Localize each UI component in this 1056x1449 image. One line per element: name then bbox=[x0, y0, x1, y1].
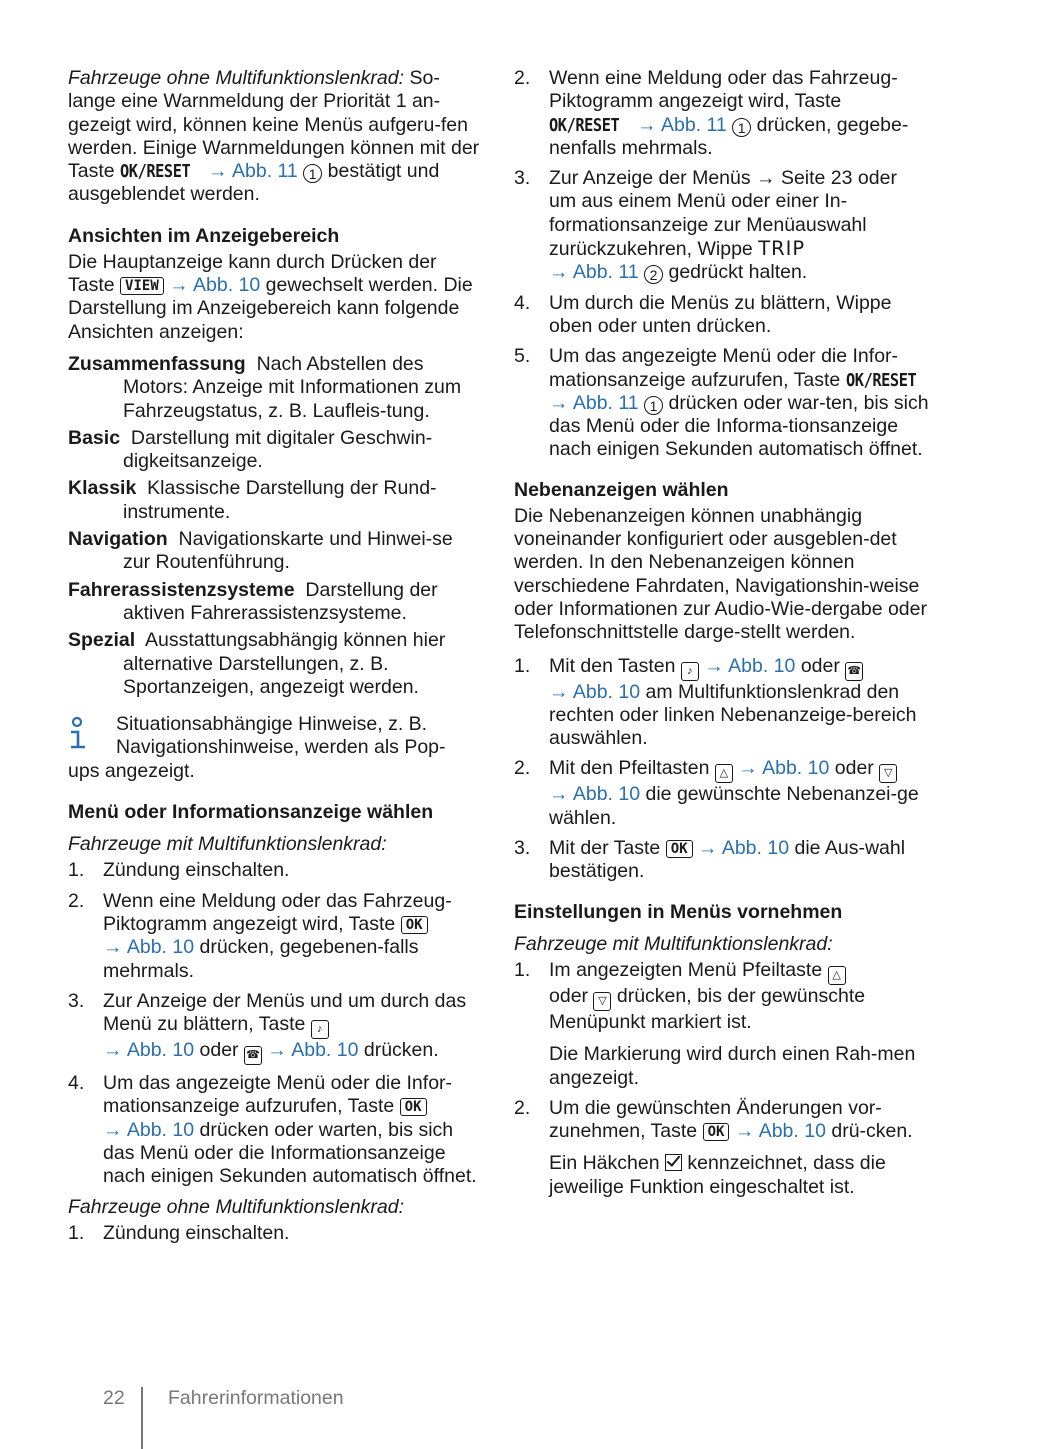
callout-number: 1 bbox=[732, 118, 751, 137]
figure-link[interactable]: → Abb. 11 bbox=[549, 261, 639, 284]
definition-term: Basic bbox=[68, 426, 121, 449]
step-text: Mit der Taste bbox=[549, 837, 661, 860]
step-text-or: oder bbox=[800, 654, 840, 677]
arrow-up-key-icon: △ bbox=[828, 966, 846, 985]
step-text-end: drücken, bis der gewünschte Menüpunkt markiert ist. bbox=[549, 984, 866, 1033]
step-note-text: Ein Häkchen bbox=[549, 1152, 660, 1175]
step-number: 4. bbox=[68, 1072, 85, 1095]
views-definition-list bbox=[68, 353, 483, 699]
info-icon bbox=[68, 717, 94, 753]
ok-reset-key: OK/RESET bbox=[549, 114, 620, 136]
list-item bbox=[514, 959, 929, 1090]
heading-einstellungen: Einstellungen in Menüs vornehmen bbox=[514, 900, 843, 923]
definition-item bbox=[68, 353, 483, 423]
arrow-down-key-icon: ▽ bbox=[593, 992, 611, 1011]
callout-number: 2 bbox=[644, 265, 663, 284]
step-text: Wenn eine Meldung oder das Fahrzeug-Piktogramm angezeigt wird, Taste bbox=[549, 67, 898, 113]
figure-link[interactable]: → Abb. 10 bbox=[738, 757, 830, 780]
page-number: 22 bbox=[103, 1387, 125, 1409]
callout-number: 1 bbox=[303, 164, 322, 183]
media-key-icon: ♪ bbox=[311, 1020, 329, 1039]
list-item bbox=[514, 757, 929, 830]
intro-text-end: bestätigt und ausgeblendet werden. bbox=[68, 160, 440, 206]
definition-term: Zusammenfassung bbox=[68, 352, 246, 375]
figure-link[interactable]: → Abb. 10 bbox=[734, 1120, 826, 1143]
ok-key: OK bbox=[703, 1123, 730, 1141]
steps-ohne-lenkrad bbox=[68, 1222, 483, 1245]
checkbox-checked-icon bbox=[665, 1154, 682, 1171]
heading-ansichten: Ansichten im Anzeigebereich bbox=[68, 224, 340, 247]
step-text: Zur Anzeige der Menüs → Seite 23 oder um aus einem Menü oder einer In-formationsanzeige zur Menüauswahl zurückzukehren, Wippe bbox=[549, 167, 897, 261]
step-text-end: drücken oder warten, bis sich das Menü oder die Informationsanzeige nach einigen Sekunden automatisch öffnet. bbox=[103, 1118, 477, 1188]
step-text-end: drücken, gegebenen-falls mehrmals. bbox=[103, 936, 419, 982]
info-note bbox=[68, 713, 483, 783]
step-text-or: oder bbox=[199, 1039, 239, 1062]
step-text: Mit den Pfeiltasten bbox=[549, 757, 710, 780]
step-text: Wenn eine Meldung oder das Fahrzeug-Piktogramm angezeigt wird, Taste bbox=[103, 889, 452, 935]
subheading-mit: Fahrzeuge mit Multifunktionslenkrad: bbox=[68, 833, 387, 856]
right-column bbox=[514, 67, 929, 1206]
arrow-up-key-icon: △ bbox=[715, 764, 733, 783]
step-number: 2. bbox=[514, 757, 531, 780]
step-text-end: am Multifunktionslenkrad den rechten oder linken Nebenanzeige-bereich auswählen. bbox=[549, 680, 917, 750]
step-number: 1. bbox=[68, 1221, 85, 1244]
figure-link[interactable]: → Abb. 11 bbox=[549, 391, 639, 414]
steps-ohne-lenkrad-continued bbox=[514, 67, 929, 462]
figure-link[interactable]: → Abb. 11 bbox=[208, 160, 298, 183]
definition-term: Fahrerassistenzsysteme bbox=[68, 578, 295, 601]
list-item bbox=[514, 67, 929, 160]
step-text-end: die Aus-wahl bestätigen. bbox=[549, 837, 906, 883]
step-text-end: die gewünschte Nebenanzei-ge wählen. bbox=[549, 783, 919, 829]
left-column bbox=[68, 67, 483, 1252]
list-item bbox=[68, 890, 483, 983]
media-key-icon: ♪ bbox=[681, 662, 699, 681]
nebenanzeigen-paragraph: Die Nebenanzeigen können unabhängig voneinander konfiguriert oder ausgeblen-det werden. In den Nebenanzeigen können verschiedene Fahrdaten, Navigationshin-weise oder Informationen zur Audio-Wie-dergabe oder Telefonschnittstelle darge-stellt werden. bbox=[514, 504, 927, 644]
callout-number: 1 bbox=[644, 396, 663, 415]
step-text-end: gedrückt halten. bbox=[668, 261, 808, 284]
intro-paragraph bbox=[68, 67, 483, 207]
figure-link[interactable]: → Abb. 10 bbox=[103, 936, 195, 959]
footer-divider bbox=[141, 1387, 143, 1449]
step-number: 4. bbox=[514, 291, 531, 314]
definition-item bbox=[68, 579, 483, 626]
figure-link[interactable]: → Abb. 10 bbox=[103, 1118, 195, 1141]
definition-desc: Ausstattungsabhängig können hier alternative Darstellungen, z. B. Sportanzeigen, angezeigt werden. bbox=[123, 629, 446, 698]
list-item bbox=[68, 1222, 483, 1245]
step-number: 1. bbox=[514, 654, 531, 677]
steps-mit-lenkrad bbox=[68, 859, 483, 1188]
figure-link[interactable]: → Abb. 10 bbox=[697, 837, 790, 860]
definition-item bbox=[68, 629, 483, 699]
step-note-text-end: kennzeichnet, dass die jeweilige Funktion eingeschaltet ist. bbox=[549, 1152, 886, 1198]
step-number: 3. bbox=[514, 837, 531, 860]
ok-key: OK bbox=[400, 1098, 427, 1116]
definition-item bbox=[68, 528, 483, 575]
heading-menu: Menü oder Informationsanzeige wählen bbox=[68, 801, 434, 824]
info-note-text-end: ups angezeigt. bbox=[68, 759, 195, 782]
step-number: 5. bbox=[514, 345, 531, 368]
list-item bbox=[514, 837, 929, 884]
phone-key-icon: ☎ bbox=[244, 1046, 262, 1065]
step-number: 2. bbox=[514, 67, 531, 89]
definition-desc: Navigationskarte und Hinwei-se zur Routenführung. bbox=[123, 528, 453, 574]
step-text-or: oder bbox=[834, 757, 874, 780]
figure-link[interactable]: → Abb. 10 bbox=[267, 1039, 359, 1062]
step-text-end: drücken oder war-ten, bis sich das Menü oder die Informa-tionsanzeige nach einigen Sekunden automatisch öffnet. bbox=[549, 391, 929, 461]
figure-link[interactable]: → Abb. 10 bbox=[549, 783, 641, 806]
ansichten-text: Die Hauptanzeige kann durch Drücken der Taste bbox=[68, 250, 437, 297]
step-text: Zündung einschalten. bbox=[103, 1221, 290, 1244]
list-item bbox=[68, 1072, 483, 1188]
figure-link[interactable]: → Abb. 10 bbox=[704, 654, 796, 677]
list-item bbox=[514, 345, 929, 461]
step-text-end: drücken. bbox=[363, 1039, 439, 1062]
step-number: 1. bbox=[514, 958, 531, 981]
figure-link[interactable]: → Abb. 11 bbox=[637, 113, 727, 136]
definition-desc: Darstellung der aktiven Fahrerassistenzsysteme. bbox=[123, 578, 438, 624]
figure-link[interactable]: → Abb. 10 bbox=[169, 274, 261, 297]
definition-desc: Klassische Darstellung der Rund-instrumente. bbox=[123, 477, 437, 523]
figure-link[interactable]: → Abb. 10 bbox=[103, 1039, 195, 1062]
step-text-or: oder bbox=[549, 984, 589, 1007]
heading-nebenanzeigen: Nebenanzeigen wählen bbox=[514, 478, 729, 501]
step-text: Um das angezeigte Menü oder die Infor-mationsanzeige aufzurufen, Taste bbox=[549, 345, 899, 391]
intro-text: So-lange eine Warnmeldung der Priorität 1 an-gezeigt wird, können keine Menüs aufgeru-fen werden. Einige Warnmeldungen können mit der Taste bbox=[68, 67, 480, 183]
step-note bbox=[549, 1152, 929, 1199]
figure-link[interactable]: → Abb. 10 bbox=[549, 680, 641, 703]
view-key: VIEW bbox=[120, 277, 164, 295]
subheading-ohne: Fahrzeuge ohne Multifunktionslenkrad: bbox=[68, 1195, 405, 1218]
trip-rocker-label: TRIP bbox=[758, 237, 806, 261]
step-text-end: drücken, gegebe-nenfalls mehrmals. bbox=[549, 113, 909, 159]
step-text: Mit den Tasten bbox=[549, 654, 676, 677]
step-text: Um durch die Menüs zu blättern, Wippe oben oder unten drücken. bbox=[549, 291, 892, 337]
definition-term: Klassik bbox=[68, 477, 137, 500]
definition-desc: Darstellung mit digitaler Geschwin-digkeitsanzeige. bbox=[123, 426, 433, 473]
phone-key-icon: ☎ bbox=[845, 662, 863, 681]
step-text: Zündung einschalten. bbox=[103, 859, 290, 882]
ansichten-text-end: gewechselt werden. Die Darstellung im Anzeigebereich kann folgende Ansichten anzeigen: bbox=[68, 274, 473, 343]
definition-term: Navigation bbox=[68, 528, 168, 551]
ansichten-paragraph bbox=[68, 251, 483, 344]
definition-item bbox=[68, 477, 483, 524]
list-item bbox=[68, 859, 483, 882]
step-number: 2. bbox=[514, 1096, 531, 1119]
subheading-einstellungen: Fahrzeuge mit Multifunktionslenkrad: bbox=[514, 932, 833, 955]
list-item bbox=[514, 167, 929, 284]
step-number: 3. bbox=[68, 989, 85, 1012]
list-item bbox=[68, 990, 483, 1065]
step-text: Um das angezeigte Menü oder die Infor-mationsanzeige aufzurufen, Taste bbox=[103, 1072, 453, 1118]
intro-italic: Fahrzeuge ohne Multifunktionslenkrad: bbox=[68, 67, 405, 89]
step-number: 3. bbox=[514, 167, 531, 190]
ok-key: OK bbox=[401, 916, 428, 934]
step-text: Um die gewünschten Änderungen vor-zunehmen, Taste bbox=[549, 1096, 882, 1143]
list-item bbox=[514, 292, 929, 339]
definition-item bbox=[68, 427, 483, 474]
ok-key: OK bbox=[666, 840, 693, 858]
info-note-text: Situationsabhängige Hinweise, z. B. Navigationshinweise, werden als Pop- bbox=[116, 713, 446, 759]
step-number: 2. bbox=[68, 889, 85, 912]
steps-einstellungen bbox=[514, 959, 929, 1199]
arrow-down-key-icon: ▽ bbox=[879, 764, 897, 783]
step-text-end: drü-cken. bbox=[831, 1120, 913, 1143]
list-item bbox=[514, 655, 929, 751]
step-text: Im angezeigten Menü Pfeiltaste bbox=[549, 958, 823, 981]
ok-reset-key: OK/RESET bbox=[845, 369, 916, 391]
list-item bbox=[514, 1097, 929, 1199]
step-number: 1. bbox=[68, 859, 85, 882]
step-note: Die Markierung wird durch einen Rah-men angezeigt. bbox=[549, 1043, 916, 1089]
step-text: Zur Anzeige der Menüs und um durch das Menü zu blättern, Taste bbox=[103, 989, 467, 1036]
section-title: Fahrerinformationen bbox=[168, 1387, 344, 1409]
definition-term: Spezial bbox=[68, 629, 136, 652]
steps-nebenanzeigen bbox=[514, 655, 929, 884]
ok-reset-key: OK/RESET bbox=[120, 161, 191, 183]
definition-desc: Nach Abstellen des Motors: Anzeige mit Informationen zum Fahrzeugstatus, z. B. Laufleis-tung. bbox=[123, 352, 462, 422]
